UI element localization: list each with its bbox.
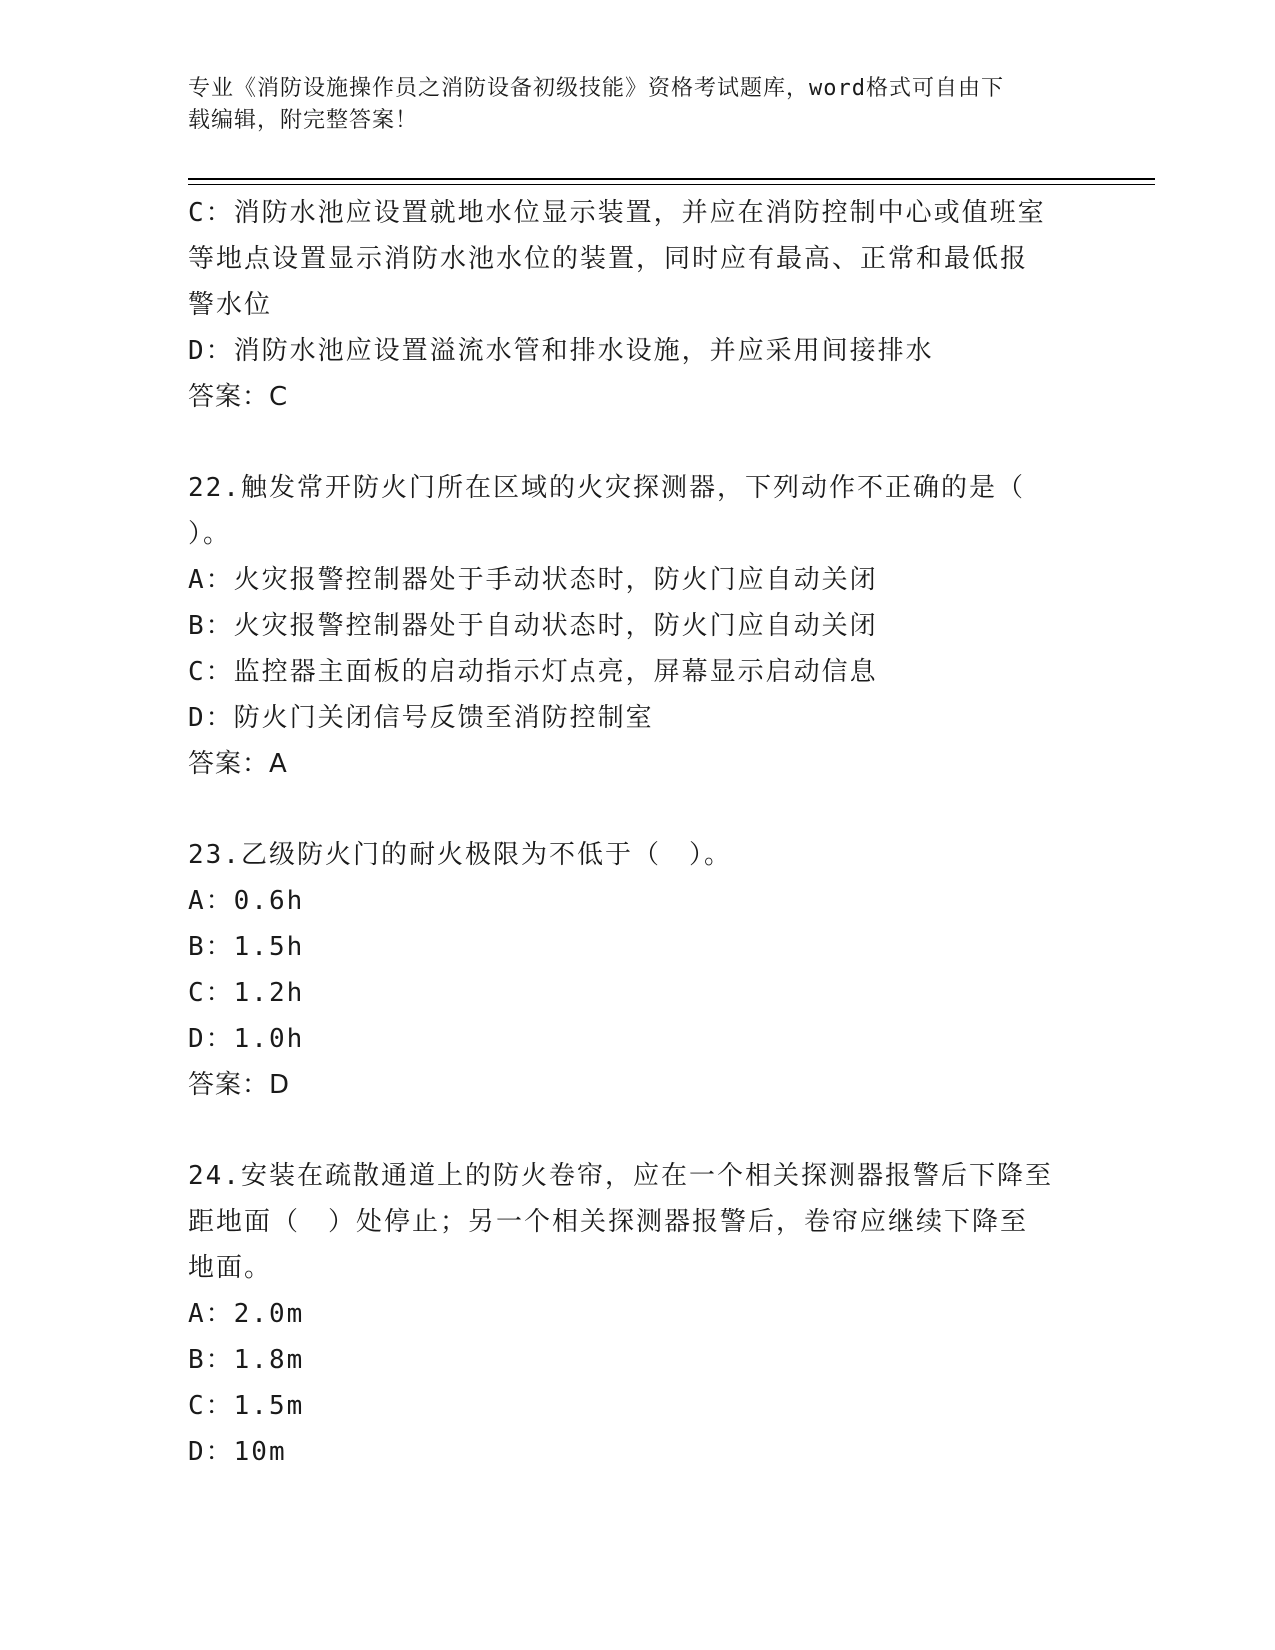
option-b: B：1.8m: [188, 1345, 305, 1375]
document-header: [188, 73, 1068, 137]
question-stem-line-2: 距地面（ ）处停止；另一个相关探测器报警后，卷帘应继续下降至: [188, 1207, 1029, 1237]
header-rule-thick: [188, 178, 1155, 180]
option-b: B：火灾报警控制器处于自动状态时，防火门应自动关闭: [188, 611, 878, 641]
question-23: [188, 832, 1088, 1108]
header-rule-thin: [188, 184, 1155, 185]
option-c: C：监控器主面板的启动指示灯点亮，屏幕显示启动信息: [188, 657, 878, 687]
option-d: D：10m: [188, 1437, 287, 1467]
option-d: D：消防水池应设置溢流水管和排水设施，并应采用间接排水: [188, 336, 934, 366]
option-c: C：1.5m: [188, 1391, 305, 1421]
answer: 答案：A: [188, 749, 288, 779]
question-stem-line-1: 22.触发常开防火门所在区域的火灾探测器，下列动作不正确的是（: [188, 473, 1025, 503]
option-b: B：1.5h: [188, 932, 305, 962]
option-a: A：0.6h: [188, 886, 305, 916]
option-d: D：防火门关闭信号反馈至消防控制室: [188, 703, 654, 733]
option-c-line-1: C：消防水池应设置就地水位显示装置，并应在消防控制中心或值班室: [188, 198, 1046, 228]
question-24: [188, 1153, 1088, 1475]
question-22: [188, 465, 1088, 787]
option-d: D：1.0h: [188, 1024, 305, 1054]
question-stem-line-3: 地面。: [188, 1253, 273, 1283]
header-line-1: 专业《消防设施操作员之消防设备初级技能》资格考试题库，word格式可自由下: [188, 76, 1004, 101]
answer: 答案：C: [188, 382, 289, 412]
option-a: A：火灾报警控制器处于手动状态时，防火门应自动关闭: [188, 565, 878, 595]
option-c: C：1.2h: [188, 978, 305, 1008]
option-c-line-3: 警水位: [188, 290, 273, 320]
question-stem-line-2: ）。: [188, 519, 232, 549]
option-a: A：2.0m: [188, 1299, 305, 1329]
question-stem: 23.乙级防火门的耐火极限为不低于（ ）。: [188, 840, 732, 870]
question-list: [188, 190, 1088, 1475]
question-stem-line-1: 24.安装在疏散通道上的防火卷帘，应在一个相关探测器报警后下降至: [188, 1161, 1053, 1191]
spacer: [188, 787, 1088, 832]
header-line-2: 载编辑，附完整答案！: [188, 108, 419, 133]
answer: 答案：D: [188, 1070, 291, 1100]
spacer: [188, 1108, 1088, 1153]
question-21-continuation: [188, 190, 1088, 420]
option-c-line-2: 等地点设置显示消防水池水位的装置，同时应有最高、正常和最低报: [188, 244, 1029, 274]
spacer: [188, 420, 1088, 465]
